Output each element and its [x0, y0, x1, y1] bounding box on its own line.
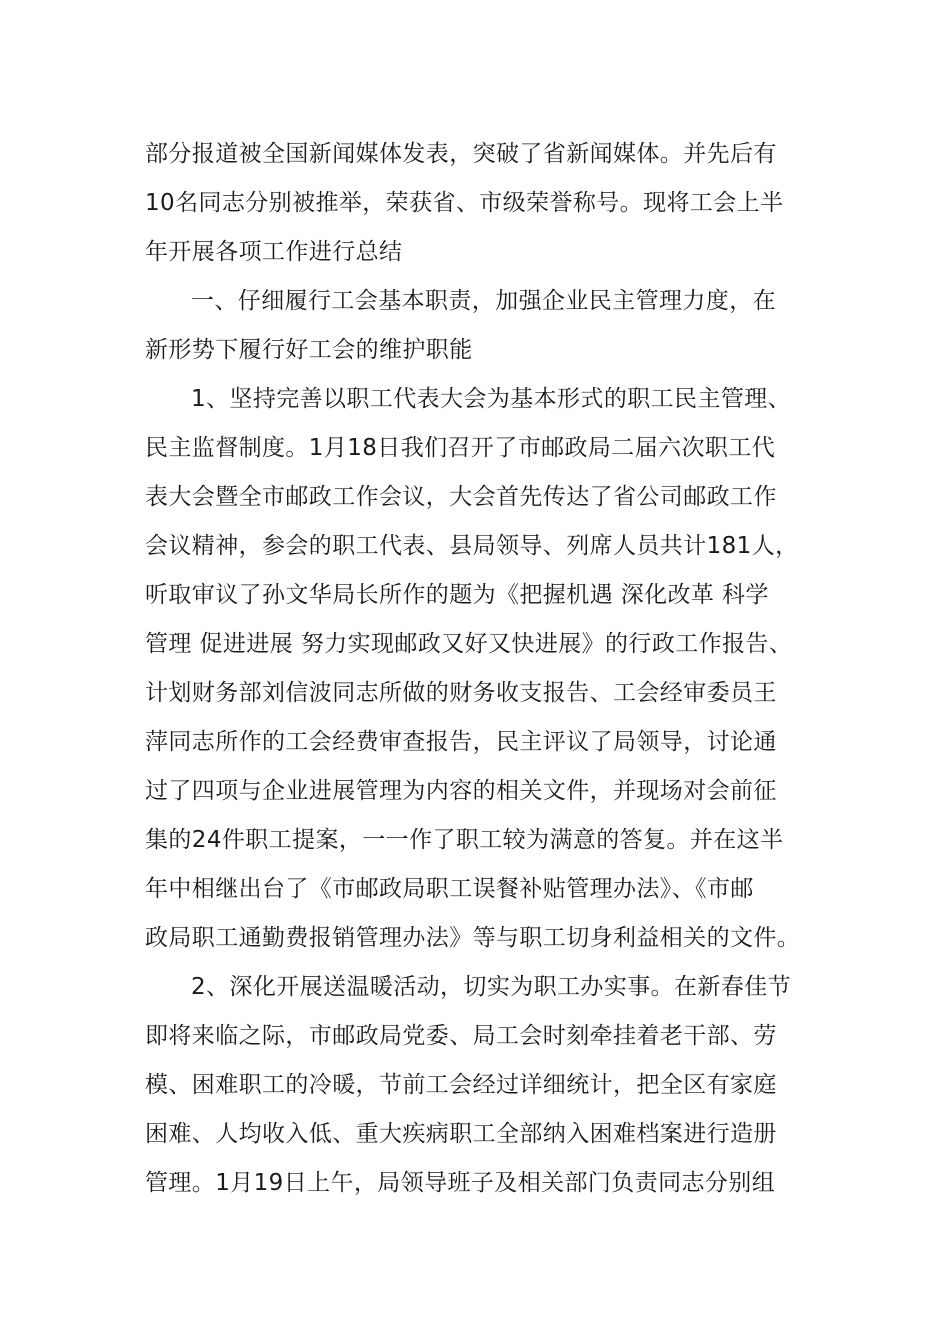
- text-line: 会议精神，参会的职工代表、县局领导、列席人员共计181人，: [145, 533, 799, 559]
- text-line: 过了四项与企业进展管理为内容的相关文件，并现场对会前征: [145, 778, 777, 804]
- text-line: 民主监督制度。1月18日我们召开了市邮政局二届六次职工代: [145, 435, 776, 461]
- paragraph-start-line: 1、坚持完善以职工代表大会为基本形式的职工民主管理、: [191, 386, 792, 412]
- text-line: 困难、人均收入低、重大疾病职工全部纳入困难档案进行造册: [145, 1121, 777, 1147]
- section-heading-line: 一、仔细履行工会基本职责，加强企业民主管理力度，在: [191, 288, 776, 314]
- text-line: 集的24件职工提案，一一作了职工较为满意的答复。并在这半: [145, 827, 784, 853]
- text-line: 部分报道被全国新闻媒体发表，突破了省新闻媒体。并先后有: [145, 141, 777, 167]
- text-line: 即将来临之际，市邮政局党委、局工会时刻牵挂着老干部、劳: [145, 1023, 777, 1049]
- text-line: 管理 促进进展 努力实现邮政又好又快进展》的行政工作报告、: [145, 631, 793, 657]
- text-line: 听取审议了孙文华局长所作的题为《把握机遇 深化改革 科学: [145, 582, 769, 608]
- text-line: 管理。1月19日上午，局领导班子及相关部门负责同志分别组: [145, 1170, 776, 1196]
- text-line: 计划财务部刘信波同志所做的财务收支报告、工会经审委员王: [145, 680, 777, 706]
- section-heading-line: 新形势下履行好工会的维护职能: [145, 337, 473, 363]
- text-line: 模、困难职工的冷暖，节前工会经过详细统计，把全区有家庭: [145, 1072, 777, 1098]
- text-line: 年中相继出台了《市邮政局职工误餐补贴管理办法》、《市邮: [145, 876, 754, 902]
- text-line: 表大会暨全市邮政工作会议，大会首先传达了省公司邮政工作: [145, 484, 777, 510]
- text-line: 政局职工通勤费报销管理办法》等与职工切身利益相关的文件。: [145, 925, 801, 951]
- text-line: 10名同志分别被推举，荣获省、市级荣誉称号。现将工会上半: [145, 190, 784, 216]
- paragraph-start-line: 2、深化开展送温暖活动，切实为职工办实事。在新春佳节: [191, 974, 792, 1000]
- document-body: [145, 130, 835, 1208]
- text-line: 萍同志所作的工会经费审查报告，民主评议了局领导，讨论通: [145, 729, 777, 755]
- text-line: 年开展各项工作进行总结: [145, 239, 403, 265]
